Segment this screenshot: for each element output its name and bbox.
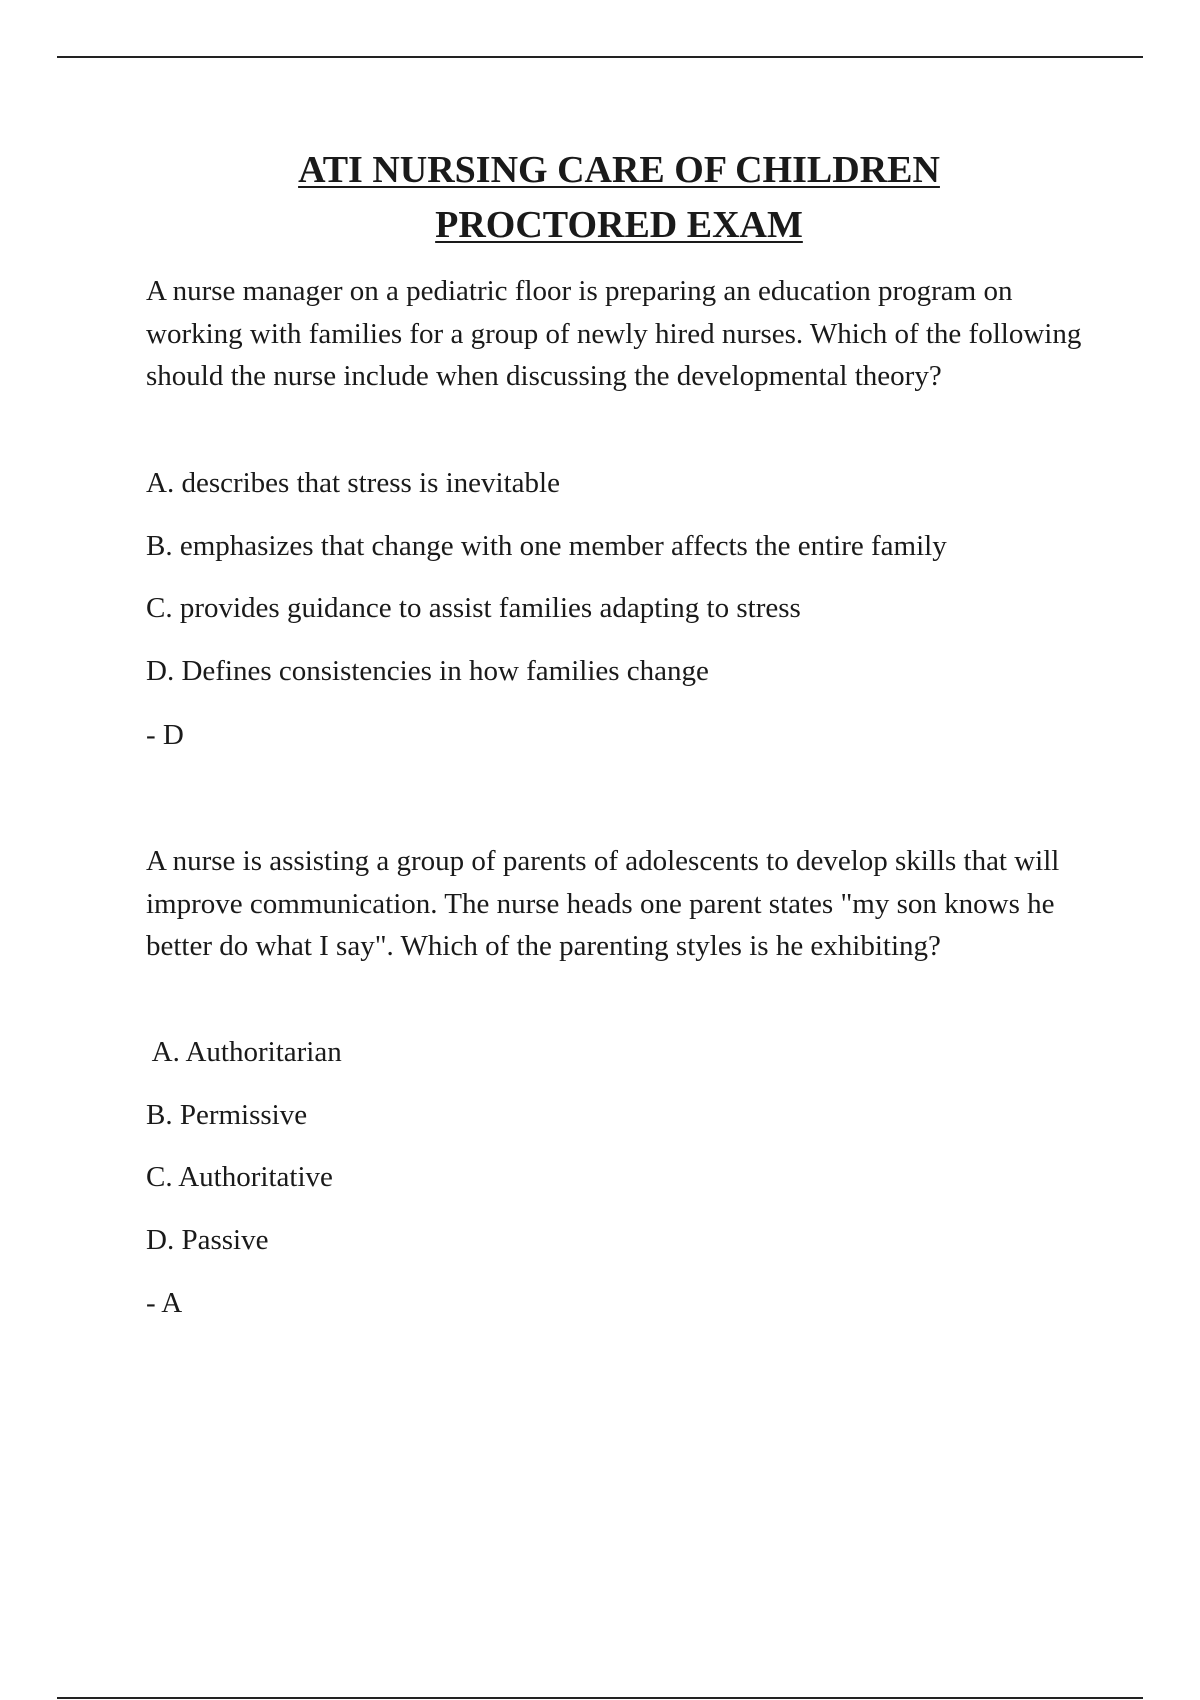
document-title — [146, 143, 1092, 253]
question-1-option-d: D. Defines consistencies in how families change — [146, 655, 709, 687]
title-line-1: ATI NURSING CARE OF CHILDREN — [298, 149, 940, 191]
question-2-option-b: B. Permissive — [146, 1099, 308, 1131]
question-1-text: A nurse manager on a pediatric floor is preparing an education program on working with families for a group of newly hired nurses. Which of the following should the nurse include when discussing the developmental theory? — [146, 275, 1082, 392]
question-1-option-b: B. emphasizes that change with one member affects the entire family — [146, 530, 947, 562]
question-1-option-c: C. provides guidance to assist families adapting to stress — [146, 592, 801, 624]
question-2-option-a: A. Authoritarian — [146, 1036, 342, 1068]
title-line-2: PROCTORED EXAM — [435, 204, 803, 246]
question-2-answer: - A — [146, 1287, 183, 1319]
question-1-option-a: A. describes that stress is inevitable — [146, 467, 560, 499]
bottom-rule — [57, 1697, 1143, 1699]
question-2-text: A nurse is assisting a group of parents of adolescents to develop skills that will improve communication. The nurse heads one parent states "my son knows he better do what I say". Which of the parenting styles is he exhibiting? — [146, 845, 1060, 962]
question-1-answer: - D — [146, 719, 184, 751]
question-2-option-d: D. Passive — [146, 1224, 269, 1256]
question-2-option-c: C. Authoritative — [146, 1161, 333, 1193]
top-rule — [57, 56, 1143, 58]
